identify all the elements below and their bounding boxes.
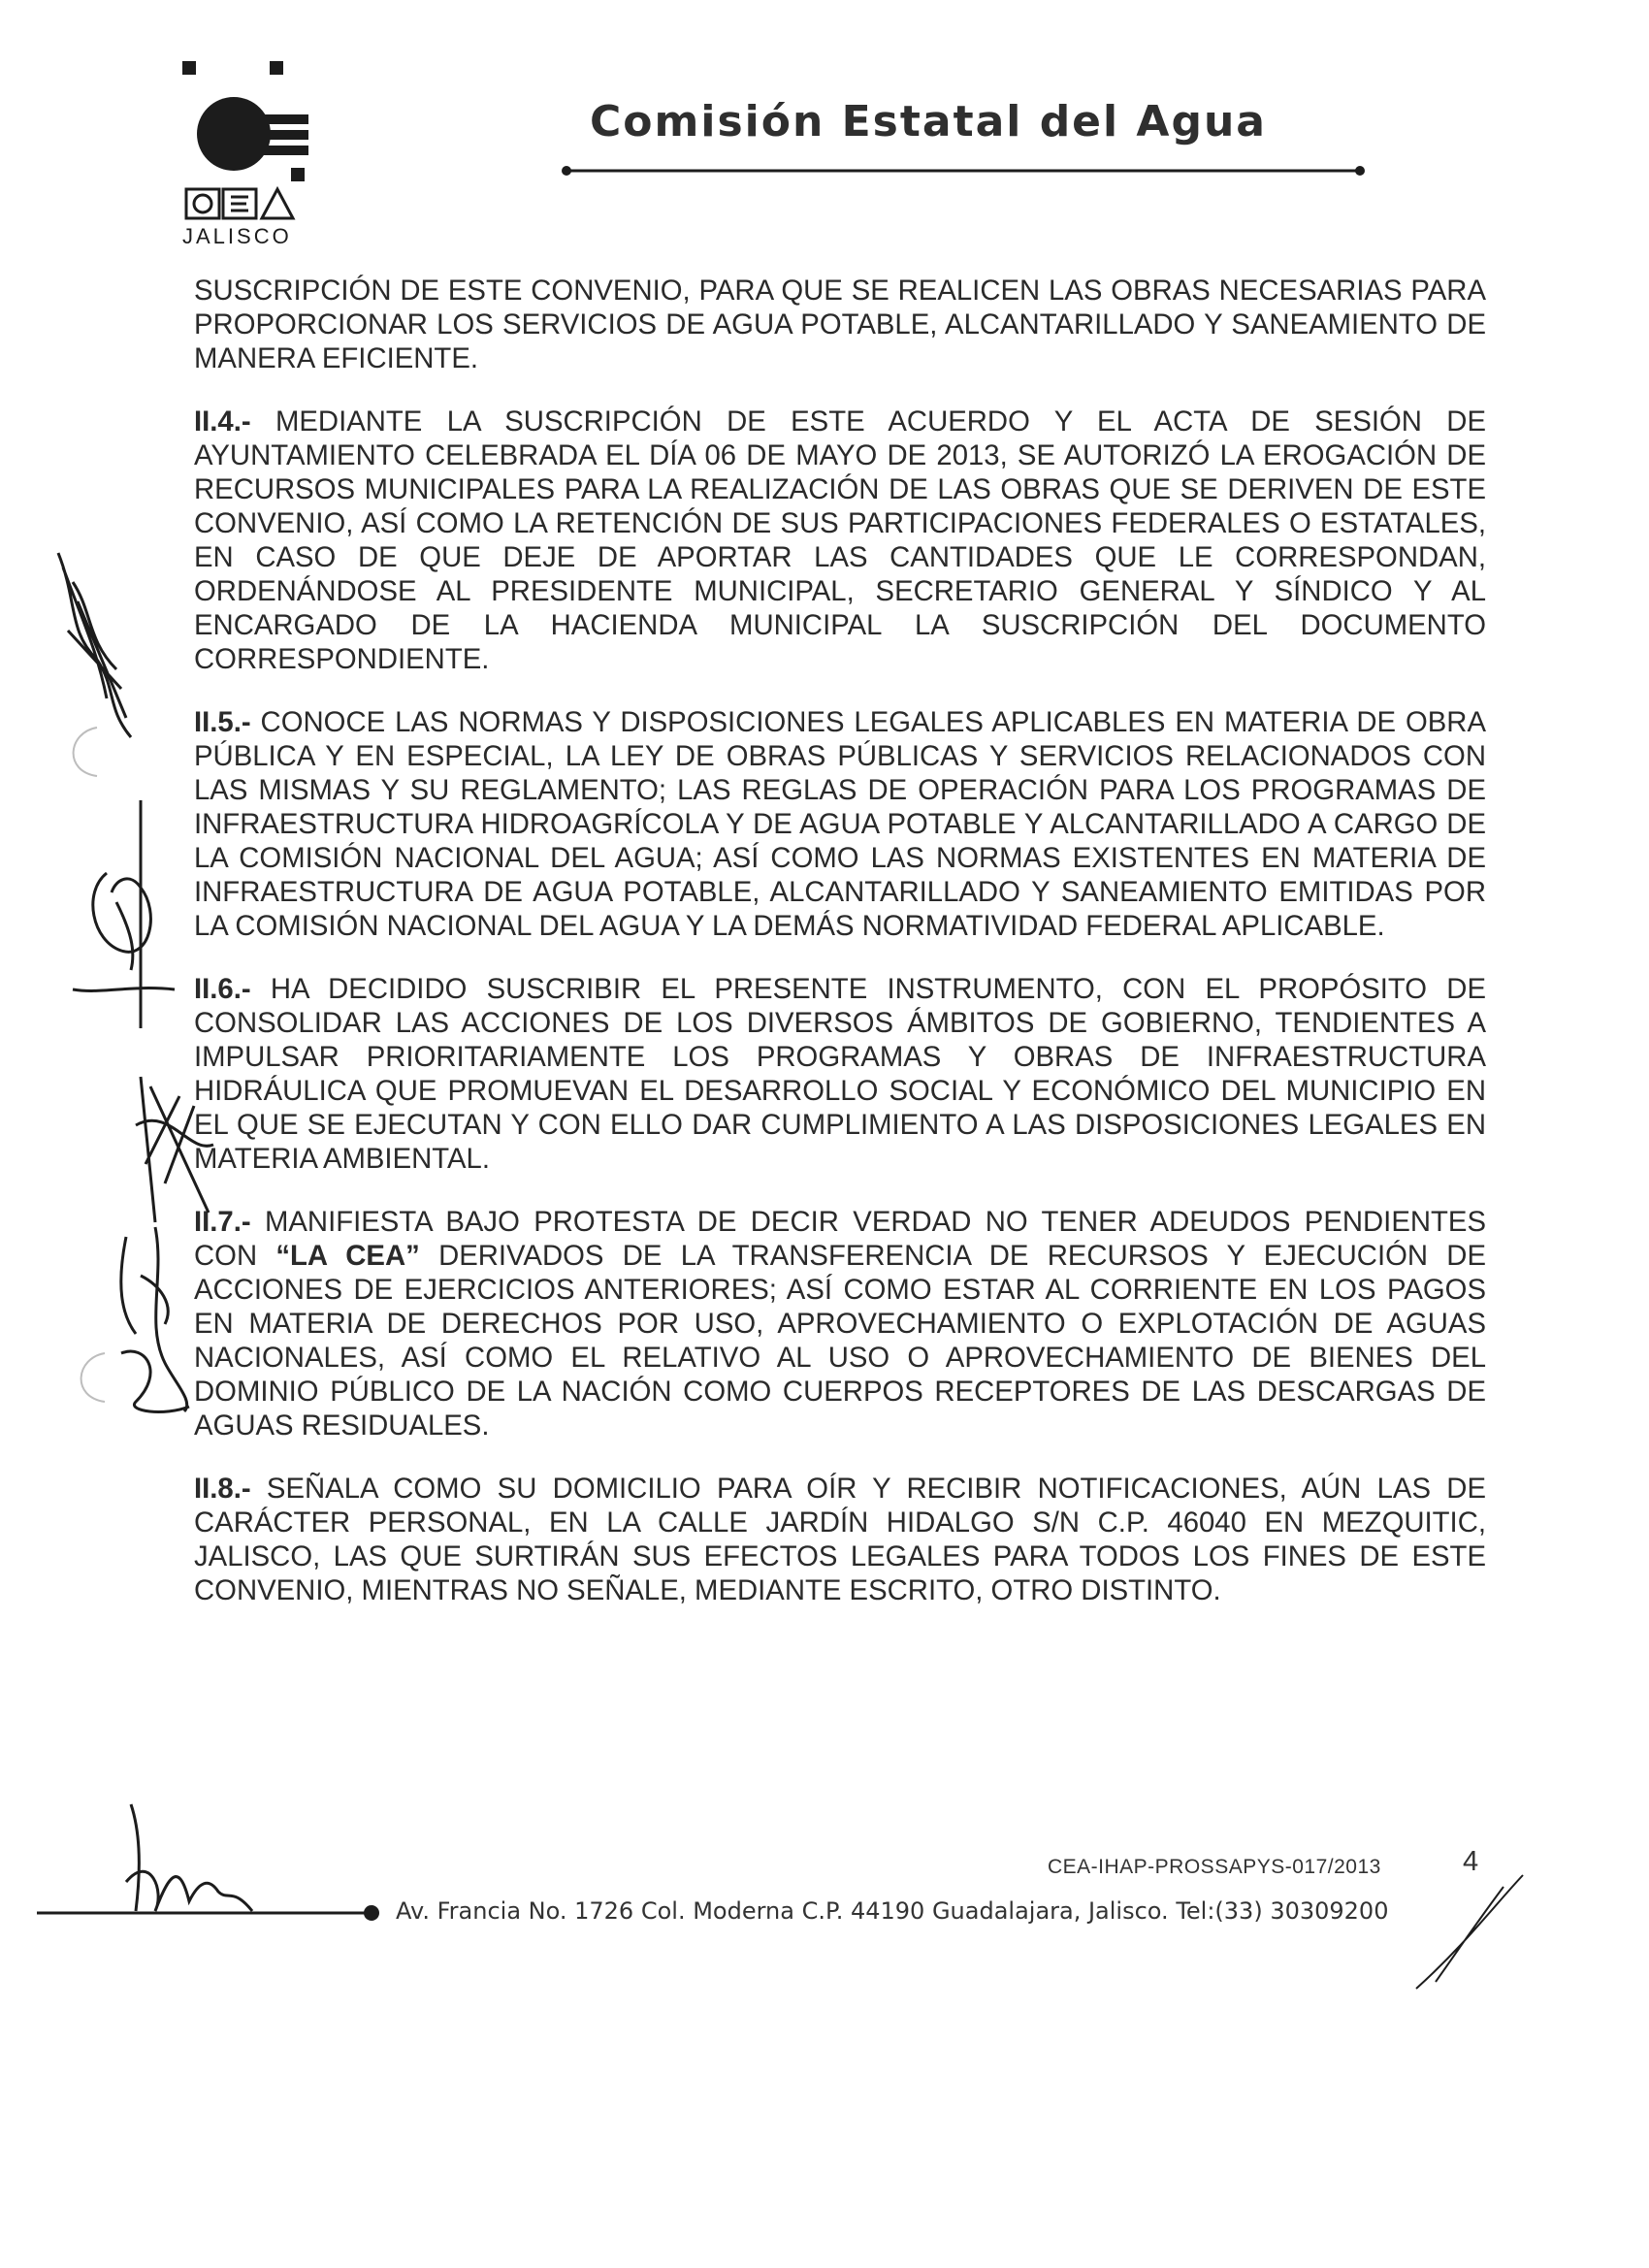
section-text: DERIVADOS DE LA TRANSFERENCIA DE RECURSOS Y EJECUCIÓN DE ACCIONES DE EJERCICIOS ANTERIORES; ASÍ COMO ESTAR AL CORRIENTE EN LOS PAGOS EN MATERIA DE DERECHOS POR USO, APROVECHAMIENTO O EXPLOTACIÓN DE AGUAS NACIONALES, ASÍ COMO EL RELATIVO AL USO O APROVECHAMIENTO DE BIENES DEL DOMINIO PÚBLICO DE LA NACIÓN COMO CUERPOS RECEPTORES DE LAS DESCARGAS DE AGUAS RESIDUALES. — [194, 1240, 1487, 1442]
section-II-8 — [194, 1472, 1486, 1607]
la-cea-emphasis: “LA CEA” — [275, 1240, 420, 1272]
page-title: Comisión Estatal del Agua — [590, 97, 1267, 146]
section-II-5 — [194, 705, 1486, 943]
section-text: SEÑALA COMO SU DOMICILIO PARA OÍR Y RECIBIR NOTIFICACIONES, AÚN LAS DE CARÁCTER PERSONAL, EN LA CALLE JARDÍN HIDALGO S/N C.P. 46040 EN MEZQUITIC, JALISCO, LAS QUE SURTIRÁN SUS EFECTOS LEGALES PARA TODOS LOS FINES DE ESTE CONVENIO, MIENTRAS NO SEÑALE, MEDIANTE ESCRITO, OTRO DISTINTO. — [194, 1473, 1486, 1606]
title-underline — [561, 165, 1366, 177]
section-text: MANIFIESTA BAJO PROTESTA DE DECIR VERDAD NO TENER ADEUDOS PENDIENTES CON — [194, 1206, 1486, 1272]
page-number: 4 — [1463, 1846, 1479, 1877]
document-body — [194, 274, 1486, 1636]
footer-address: Av. Francia No. 1726 Col. Moderna C.P. 44190 Guadalajara, Jalisco. Tel:(33) 30309200 — [396, 1897, 1389, 1925]
section-II-6 — [194, 972, 1486, 1176]
section-II-7 — [194, 1205, 1486, 1442]
section-text: HA DECIDIDO SUSCRIBIR EL PRESENTE INSTRUMENTO, CON EL PROPÓSITO DE CONSOLIDAR LAS ACCIONES DE LOS DIVERSOS ÁMBITOS DE GOBIERNO, TENDIENTES A IMPULSAR PRIORITARIAMENTE LOS PROGRAMAS Y OBRAS DE INFRAESTRUCTURA HIDRÁULICA QUE PROMUEVAN EL DESARROLLO SOCIAL Y ECONÓMICO DEL MUNICIPIO EN EL QUE SE EJECUTAN Y CON ELLO DAR CUMPLIMIENTO A LAS DISPOSICIONES LEGALES EN MATERIA AMBIENTAL. — [194, 973, 1486, 1175]
cea-logo — [165, 53, 335, 252]
intro-paragraph: SUSCRIPCIÓN DE ESTE CONVENIO, PARA QUE SE REALICEN LAS OBRAS NECESARIAS PARA PROPORCIONAR LOS SERVICIOS DE AGUA POTABLE, ALCANTARILLADO Y SANEAMIENTO DE MANERA EFICIENTE. — [194, 275, 1486, 374]
section-II-4 — [194, 405, 1486, 676]
section-number: II.8.- — [194, 1473, 251, 1505]
margin-signature-3 — [121, 1067, 228, 1232]
logo-subtext: JALISCO — [182, 224, 292, 248]
cea-logo-letters — [186, 189, 293, 218]
section-number: II.7.- — [194, 1206, 251, 1238]
punch-hole-2 — [66, 1348, 114, 1407]
section-text: MEDIANTE LA SUSCRIPCIÓN DE ESTE ACUERDO Y EL ACTA DE SESIÓN DE AYUNTAMIENTO CELEBRADA EL DÍA 06 DE MAYO DE 2013, SE AUTORIZÓ LA EROGACIÓN DE RECURSOS MUNICIPALES PARA LA REALIZACIÓN DE LAS OBRAS QUE SE DERIVEN DE ESTE CONVENIO, ASÍ COMO LA RETENCIÓN DE SUS PARTICIPACIONES FEDERALES O ESTATALES, EN CASO DE QUE DEJE DE APORTAR LAS CANTIDADES QUE LE CORRESPONDAN, ORDENÁNDOSE AL PRESIDENTE MUNICIPAL, SECRETARIO GENERAL Y SÍNDICO Y AL ENCARGADO DE LA HACIENDA MUNICIPAL LA SUSCRIPCIÓN DEL DOCUMENTO CORRESPONDIENTE. — [194, 405, 1487, 675]
section-number: II.5.- — [194, 706, 251, 738]
document-reference: CEA-IHAP-PROSSAPYS-017/2013 — [1048, 1856, 1381, 1878]
margin-signature-2 — [63, 795, 179, 1048]
section-text: CONOCE LAS NORMAS Y DISPOSICIONES LEGALES APLICABLES EN MATERIA DE OBRA PÚBLICA Y EN ESPECIAL, LA LEY DE OBRAS PÚBLICAS Y SERVICIOS RELACIONADOS CON LAS MISMAS Y SU REGLAMENTO; LAS REGLAS DE OPERACIÓN PARA LOS PROGRAMAS DE INFRAESTRUCTURA HIDROAGRÍCOLA Y DE AGUA POTABLE Y ALCANTARILLADO A CARGO DE LA COMISIÓN NACIONAL DEL AGUA; ASÍ COMO LAS NORMAS EXISTENTES EN MATERIA DE INFRAESTRUCTURA DE AGUA POTABLE, ALCANTARILLADO Y SANEAMIENTO EMITIDAS POR LA COMISIÓN NACIONAL DEL AGUA Y LA DEMÁS NORMATIVIDAD FEDERAL APLICABLE. — [194, 706, 1486, 942]
margin-signature-4 — [107, 1217, 204, 1421]
punch-hole-1 — [58, 723, 107, 781]
section-number: II.4.- — [194, 405, 251, 437]
section-number: II.6.- — [194, 973, 251, 1005]
corner-initials — [1397, 1867, 1533, 1993]
footer-rule — [37, 1903, 381, 1923]
